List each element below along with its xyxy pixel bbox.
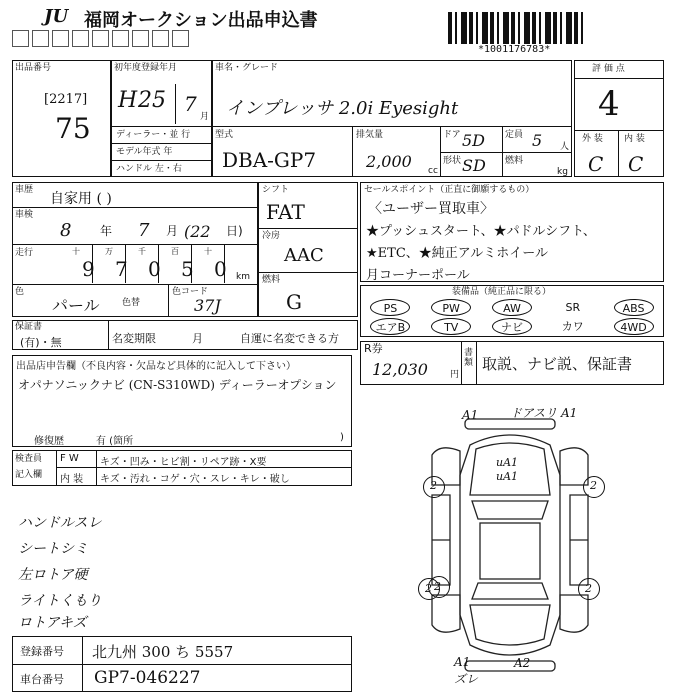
inspection-month: 7 — [138, 220, 150, 241]
doors-value: 5D — [462, 131, 486, 150]
fuel-type-value: G — [286, 290, 302, 314]
equipment-item: SR — [565, 301, 581, 314]
inspector-note: ロトアキズ — [18, 615, 87, 631]
recycle-label: R券 — [364, 342, 383, 355]
registration-value: 北九州 300 ち 5557 — [92, 643, 234, 661]
damage-mark-value: 2 — [430, 479, 437, 492]
usage-label: 車歴 — [15, 185, 34, 195]
car-name-value: インプレッサ 2.0i Eyesight — [226, 98, 459, 119]
capacity-label: 定員 — [505, 130, 524, 140]
rating-value: 4 — [598, 84, 620, 124]
mileage-digit: 0 — [148, 257, 161, 281]
model-value: DBA-GP7 — [222, 148, 317, 172]
inspector-note: シートシミ — [18, 541, 88, 557]
inspection-day: (22 — [184, 222, 211, 241]
shift-value: FAT — [266, 200, 305, 224]
ac-value: AAC — [284, 245, 324, 266]
equipment-item: 4WD — [614, 318, 654, 335]
rating-label: 評 価 点 — [592, 64, 625, 74]
barcode-number: *1001176783* — [478, 44, 551, 55]
shift-label: シフト — [262, 185, 290, 195]
check-row-interior-detail: キズ・汚れ・コゲ・穴・スレ・キレ・破し — [100, 474, 290, 485]
equipment-item: AW — [492, 299, 532, 316]
first-registration-year: 25 — [138, 88, 166, 113]
damage-mark-value: 2 — [585, 582, 592, 595]
form-title: 福岡オークション出品申込書 — [84, 10, 318, 31]
equipment-grid — [360, 298, 664, 337]
fuel-unit: kg — [557, 167, 568, 177]
dealer-label: ディーラー・並 行 — [116, 130, 191, 140]
damage-mark-value: 2 — [434, 580, 441, 593]
sales-point-line: 〈ユーザー買取車〉 — [368, 201, 494, 217]
first-registration-label: 初年度登録年月 — [114, 63, 178, 73]
mileage-digit: 5 — [181, 257, 194, 281]
check-label-inspector: 検査員 — [15, 454, 43, 464]
usage-value: 自家用 ( ) — [50, 191, 112, 207]
interior-rating: C — [628, 152, 644, 176]
car-name-label: 車名・グレード — [215, 63, 279, 73]
warranty-label: 保証書 — [15, 322, 43, 332]
color-code: 37J — [194, 296, 221, 315]
mileage-digit: 9 — [82, 257, 95, 281]
diagram-label: A1 — [454, 655, 471, 669]
displacement-unit: cc — [428, 166, 438, 176]
diagram-label: uA1 — [496, 470, 519, 483]
recycle-unit: 円 — [450, 370, 460, 380]
diagram-label: uA1 — [496, 456, 519, 469]
interior-label: 内 装 — [624, 134, 645, 144]
first-registration-month: 7 — [184, 92, 197, 116]
equipment-item: TV — [431, 318, 471, 335]
doors-label: ドア — [443, 130, 461, 140]
exterior-label: 外 装 — [582, 134, 603, 144]
equipment-label: 装備品（純正品に限る） — [452, 287, 552, 297]
chassis-label: 車台番号 — [20, 673, 64, 686]
sales-points-label: セールスポイント（正直に御願するもの） — [364, 185, 535, 195]
inspection-month-unit: 月 — [166, 224, 179, 238]
damage-mark-value: 2 — [425, 582, 432, 595]
notice-label: 出品店申告欄（不良内容・欠品など具体的に記入して下さい） — [16, 361, 296, 372]
sales-point-line: ★プッシュスタート、★パドルシフト、 — [366, 224, 596, 239]
mileage-digit: 0 — [214, 257, 227, 281]
sales-point-line: 月コーナーポール — [366, 268, 470, 283]
chassis-value: GP7-046227 — [94, 668, 201, 688]
change-period-label: 名変期限 — [112, 332, 156, 345]
inspector-note: ライトくもり — [18, 593, 102, 609]
docs-label: 書類 — [464, 348, 474, 368]
diagram-label: A1 — [462, 408, 479, 422]
equipment-item: ABS — [614, 299, 654, 316]
equipment-item: PW — [431, 299, 471, 316]
id-squares — [12, 30, 202, 50]
repair-value: 有 (箇所 — [96, 436, 134, 447]
mileage-digit: 7 — [115, 257, 128, 281]
body-shape-value: SD — [462, 156, 486, 175]
mileage-unit-label: 百 — [171, 247, 179, 256]
color-code-label: 色コード — [172, 287, 209, 297]
color-change-label: 色替 — [122, 298, 141, 308]
inspection-year-unit: 年 — [100, 224, 113, 238]
mileage-unit-label: 十 — [204, 247, 212, 256]
month-unit: 月 — [200, 112, 210, 122]
mileage-label: 走行 — [15, 248, 34, 258]
repair-label: 修復歴 — [34, 436, 64, 447]
sales-point-line: ★ETC、★純正アルミホイール — [366, 246, 548, 261]
listing-code: [2217] — [44, 92, 88, 107]
listing-number: 75 — [55, 112, 91, 145]
model-label: 型式 — [215, 130, 234, 140]
header-logo: JU — [44, 6, 69, 27]
equipment-item: ナビ — [492, 318, 532, 335]
displacement-value: 2,000 — [366, 152, 412, 171]
check-label-entry: 記入欄 — [15, 470, 43, 480]
handle-label: ハンドル 左・右 — [116, 164, 182, 174]
capacity-value: 5 — [532, 131, 543, 150]
equipment-item: カワ — [561, 320, 584, 333]
warranty-value: (有)・無 — [20, 336, 62, 349]
ac-label: 冷房 — [262, 231, 281, 241]
diagram-label: ドアスリ A1 — [510, 406, 578, 420]
check-row-fw-detail: キズ・凹み・ヒビ割・リペア跡・X要 — [100, 457, 267, 468]
check-row-fw: F W — [60, 453, 79, 464]
equipment-item: エアB — [370, 318, 410, 335]
capacity-unit: 人 — [560, 142, 570, 152]
color-value: パール — [52, 296, 100, 315]
equipment-item: PS — [370, 299, 410, 316]
fuel-type-label: 燃料 — [262, 275, 281, 285]
model-year-label: モデル年式 年 — [116, 147, 173, 157]
car-damage-diagram — [410, 415, 610, 680]
warranty-note: 自運に名変できる方 — [240, 332, 339, 345]
displacement-label: 排気量 — [356, 130, 384, 140]
first-registration-era: H — [118, 88, 138, 113]
change-period-month: 月 — [192, 332, 203, 345]
color-label: 色 — [15, 287, 25, 297]
inspector-note: 左ロトア硬 — [18, 567, 88, 583]
diagram-label: ズレ — [454, 672, 479, 686]
mileage-unit-label: 万 — [105, 247, 113, 256]
inspection-year: 8 — [60, 220, 72, 241]
check-row-interior: 内 装 — [60, 474, 84, 485]
inspector-note: ハンドルスレ — [18, 515, 102, 531]
mileage-unit-label: 十 — [72, 247, 80, 256]
body-shape-label: 形状 — [443, 156, 462, 166]
damage-mark-value: 2 — [590, 479, 597, 492]
registration-label: 登録番号 — [20, 645, 64, 658]
docs-value: 取説、ナビ説、保証書 — [482, 355, 633, 373]
mileage-digits — [62, 245, 232, 283]
exterior-rating: C — [588, 152, 604, 176]
mileage-unit-label: 千 — [138, 247, 146, 256]
mileage-unit: km — [236, 272, 250, 282]
listing-label: 出品番号 — [15, 63, 52, 73]
barcode — [448, 12, 584, 44]
inspection-label: 車検 — [15, 210, 34, 220]
repair-close: ) — [340, 432, 344, 443]
fuel-label: 燃料 — [505, 156, 524, 166]
inspection-day-unit: 日) — [226, 224, 243, 238]
recycle-value: 12,030 — [372, 360, 428, 379]
notice-value: オパナソニックナビ (CN-S310WD) ディーラーオプション — [18, 378, 337, 392]
diagram-label: A2 — [514, 656, 531, 670]
